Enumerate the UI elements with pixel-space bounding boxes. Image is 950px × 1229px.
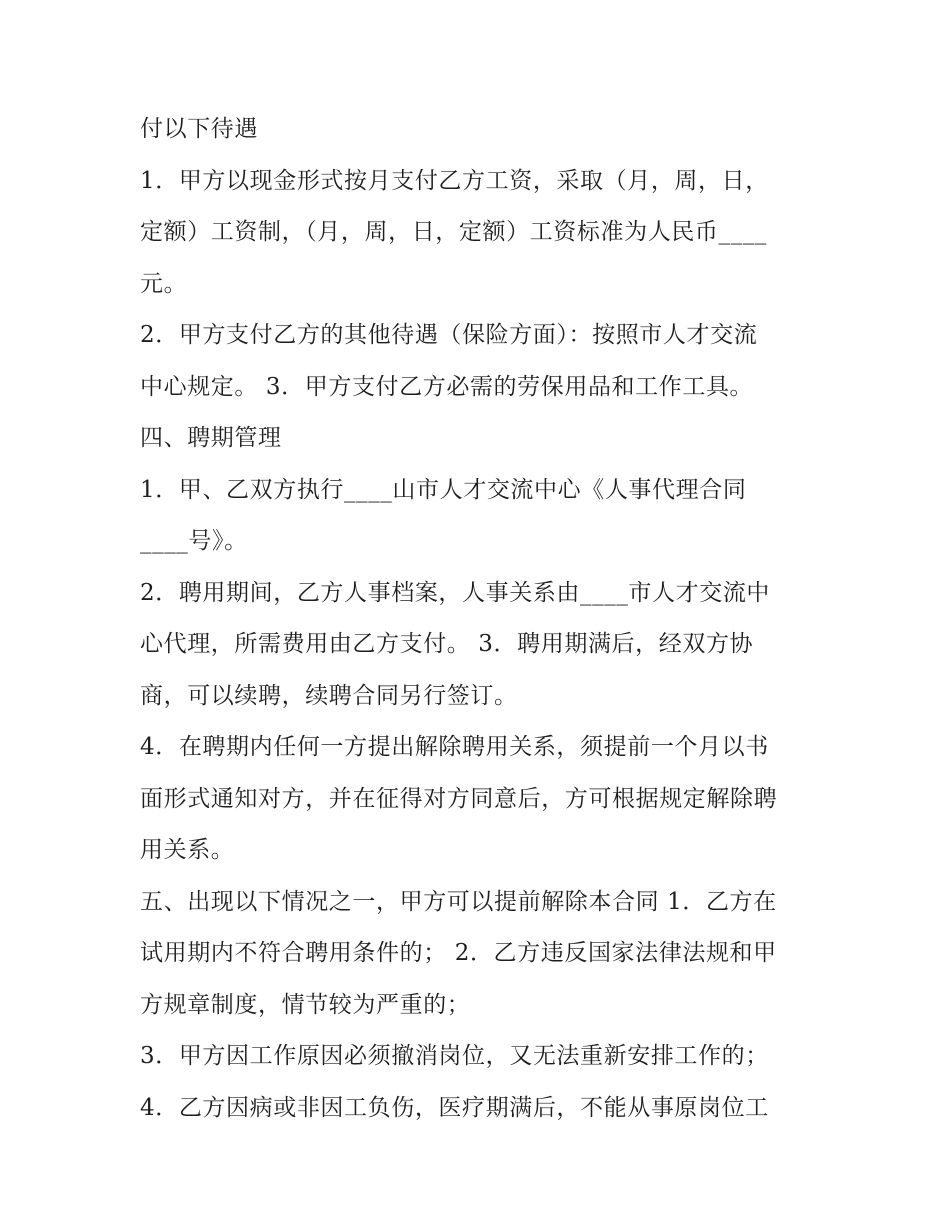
section-heading: 四、聘期管理 (140, 425, 282, 451)
text-line: 2．聘用期间，乙方人事档案，人事关系由____市人才交流中 (140, 579, 771, 606)
text-line: ____号》。 (140, 528, 248, 554)
text-line: 心代理，所需费用由乙方支付。 3．聘用期满后，经双方协 (140, 631, 754, 657)
text-line: 付以下待遇 (140, 116, 258, 142)
text-line: 元。 (140, 270, 188, 297)
text-line: 2．甲方支付乙方的其他待遇（保险方面）：按照市人才交流 (140, 322, 758, 348)
text-line: 1．甲方以现金形式按月支付乙方工资，采取（月，周，日， (140, 167, 769, 194)
text-line: 商，可以续聘，续聘合同另行签订。 (140, 682, 518, 709)
text-line: 试用期内不符合聘用条件的； 2．乙方违反国家法律法规和甲 (140, 940, 777, 966)
text-line: 用关系。 (140, 837, 235, 863)
text-line: 方规章制度，情节较为严重的； (140, 991, 471, 1018)
text-line: 面形式通知对方，并在征得对方同意后，方可根据规定解除聘 (140, 785, 778, 812)
document-body (140, 104, 820, 1134)
text-line: 1．甲、乙双方执行____山市人才交流中心《人事代理合同 (140, 476, 747, 503)
text-line: 定额）工资制，（月，周，日，定额）工资标准为人民币____ (140, 219, 767, 245)
text-line: 3．甲方因工作原因必须撤消岗位，又无法重新安排工作的； (140, 1043, 769, 1069)
section-heading: 五、出现以下情况之一，甲方可以提前解除本合同 1．乙方在 (140, 888, 777, 915)
text-line: 4．在聘期内任何一方提出解除聘用关系，须提前一个月以书 (140, 734, 769, 760)
text-line: 4．乙方因病或非因工负伤，医疗期满后，不能从事原岗位工 (140, 1094, 769, 1121)
text-line: 中心规定。 3．甲方支付乙方必需的劳保用品和工作工具。 (140, 373, 754, 400)
